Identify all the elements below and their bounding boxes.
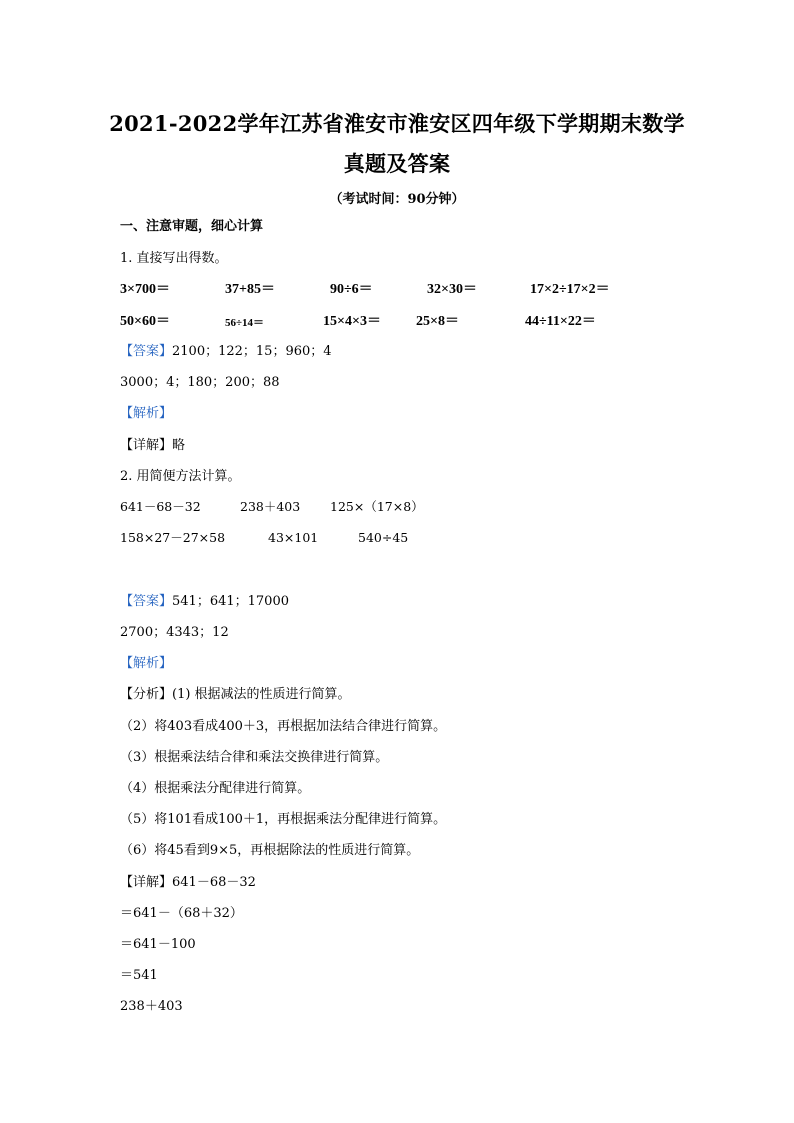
- question-1-answer-line2: 3000；4；180；200；88: [120, 375, 280, 390]
- oral-calc-item: 3×700＝: [120, 282, 170, 297]
- detail-line: 【详解】641－68－32: [120, 875, 256, 890]
- exam-time: （考试时间：90分钟）: [329, 192, 465, 207]
- answer-values: 541；641；17000: [172, 594, 289, 609]
- document-title-line1: 2021-2022学年江苏省淮安市淮安区四年级下学期期末数学: [109, 111, 685, 136]
- oral-calc-item: 50×60＝: [120, 314, 170, 329]
- question-1-detail: 【详解】略: [120, 438, 186, 453]
- oral-calc-item: 15×4×3＝: [323, 314, 381, 329]
- oral-calc-item: 44÷11×22＝: [525, 314, 596, 329]
- oral-calc-item: 25×8＝: [416, 314, 459, 329]
- oral-calc-item: 32×30＝: [427, 282, 477, 297]
- answer-label: 【答案】: [120, 594, 173, 609]
- question-1-answer: [120, 345, 332, 358]
- calc-item: 540÷45: [358, 530, 409, 545]
- calc-item: 238＋403: [240, 499, 301, 514]
- analysis-line: （6）将45看到9×5，再根据除法的性质进行简算。: [120, 843, 420, 858]
- calc-item: 43×101: [268, 530, 319, 545]
- answer-values: 2100；122；15；960；4: [172, 344, 332, 359]
- question-2-analysis-label: 【解析】: [120, 656, 173, 671]
- detail-line: ＝641－100: [120, 937, 196, 952]
- analysis-line: （2）将403看成400＋3，再根据加法结合律进行简算。: [120, 719, 447, 734]
- calc-item: 158×27－27×58: [120, 530, 226, 545]
- calc-item: 641－68－32: [120, 499, 201, 514]
- oral-calc-item: 37+85＝: [225, 282, 275, 297]
- calc-item: 125×（17×8）: [330, 499, 424, 514]
- question-2-prompt: 2. 用简便方法计算。: [120, 469, 241, 484]
- question-2-answer-line2: 2700；4343；12: [120, 625, 229, 640]
- detail-line: ＝541: [120, 968, 158, 983]
- analysis-line: 【分析】(1) 根据减法的性质进行简算。: [120, 687, 351, 702]
- question-2-answer: [120, 595, 289, 608]
- oral-calc-item: 17×2÷17×2＝: [530, 282, 610, 297]
- document-title-line2: 真题及答案: [343, 151, 451, 176]
- detail-line: ＝641－（68＋32）: [120, 906, 243, 921]
- answer-label: 【答案】: [120, 344, 173, 359]
- analysis-line: （5）将101看成100＋1，再根据乘法分配律进行简算。: [120, 812, 447, 827]
- oral-calc-item: 56÷14＝: [225, 317, 265, 329]
- analysis-line: （3）根据乘法结合律和乘法交换律进行简算。: [120, 750, 389, 765]
- question-1-prompt: 1. 直接写出得数。: [120, 251, 228, 266]
- analysis-line: （4）根据乘法分配律进行简算。: [120, 781, 311, 796]
- oral-calc-item: 90÷6＝: [330, 282, 373, 297]
- detail-line: 238＋403: [120, 999, 183, 1014]
- question-1-analysis-label: 【解析】: [120, 406, 173, 421]
- section-heading: 一、注意审题，细心计算: [120, 219, 264, 234]
